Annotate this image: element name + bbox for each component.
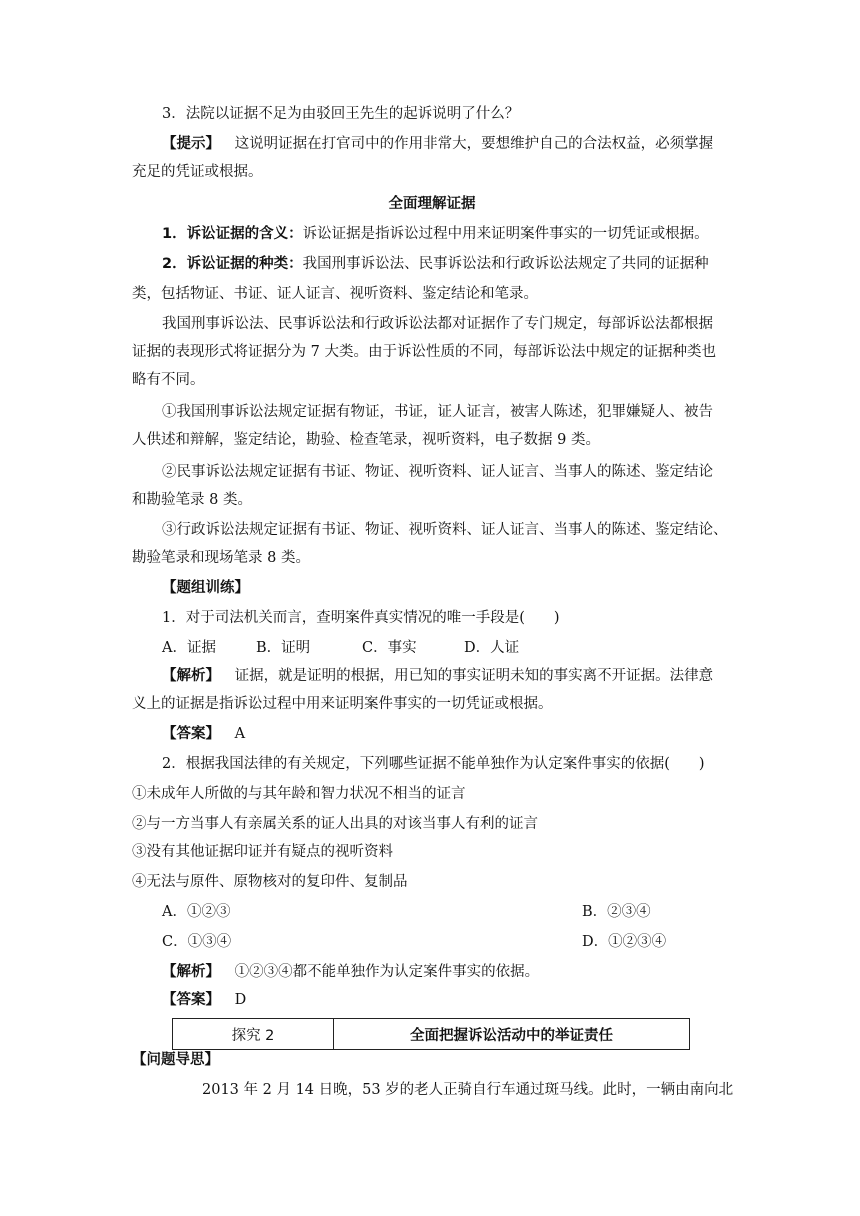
- paragraph-2-text-line-2: 类，包括物证、书证、证人证言、视听资料、鉴定结论和笔录。: [132, 286, 538, 302]
- hint-paragraph: [162, 134, 762, 154]
- hint-text-line-1: 这说明证据在打官司中的作用非常大，要想维护自己的合法权益，必须掌握: [234, 136, 714, 152]
- analysis-1-line-1: 证据，就是证明的根据，用已知的事实证明未知的事实离不开证据。法律意: [234, 668, 714, 684]
- q2-option-c: C．①③④: [162, 934, 232, 950]
- probe-table: [172, 1018, 690, 1050]
- answer-2-label: 【答案】: [162, 992, 220, 1008]
- q2-item-2: ②与一方当事人有亲属关系的证人出具的对该当事人有利的证言: [132, 816, 538, 832]
- answer-2-value: D: [234, 992, 247, 1008]
- paragraph-5-line-1: ②民事诉讼法规定证据有书证、物证、视听资料、证人证言、当事人的陈述、鉴定结论: [162, 464, 713, 480]
- question-2: 2．根据我国法律的有关规定，下列哪些证据不能单独作为认定案件事实的依据( ): [162, 756, 705, 772]
- q2-item-4: ④无法与原件、原物核对的复印件、复制品: [132, 874, 408, 890]
- q2-option-a: A．①②③: [162, 904, 231, 920]
- q1-option-b: B．证明: [256, 640, 311, 656]
- paragraph-6-line-2: 勘验笔录和现场笔录 8 类。: [132, 550, 310, 566]
- section-title: 全面理解证据: [388, 196, 476, 212]
- hint-label: 【提示】: [162, 136, 220, 152]
- q2-item-3: ③没有其他证据印证并有疑点的视听资料: [132, 844, 393, 860]
- q2-option-d: D．①②③④: [582, 934, 667, 950]
- paragraph-2-label: 2．诉讼证据的种类：: [162, 256, 303, 272]
- analysis-2-label: 【解析】: [162, 964, 220, 980]
- paragraph-2: [162, 254, 762, 274]
- question-1-options: [162, 638, 519, 658]
- q1-option-d: D．人证: [464, 640, 520, 656]
- paragraph-3-line-3: 略有不同。: [132, 372, 205, 388]
- q1-option-a: A．证据: [162, 640, 216, 656]
- paragraph-4-line-2: 人供述和辩解，鉴定结论，勘验、检查笔录，视听资料，电子数据 9 类。: [132, 432, 600, 448]
- paragraph-1-text: 诉讼证据是指诉讼过程中用来证明案件事实的一切凭证或根据。: [302, 226, 709, 242]
- practice-label: 【题组训练】: [162, 580, 249, 596]
- q2-item-1: ①未成年人所做的与其年龄和智力状况不相当的证言: [132, 786, 466, 802]
- q1-option-c: C．事实: [362, 640, 417, 656]
- probe-title: 全面把握诉讼活动中的举证责任: [334, 1019, 690, 1050]
- story-line-1: 2013 年 2 月 14 日晚，53 岁的老人正骑自行车通过斑马线。此时，一辆由南向北: [202, 1082, 734, 1098]
- answer-1-label: 【答案】: [162, 726, 220, 742]
- analysis-1-line-2: 义上的证据是指诉讼过程中用来证明案件事实的一切凭证或根据。: [132, 696, 553, 712]
- hint-text-line-2: 充足的凭证或根据。: [132, 164, 263, 180]
- q2-option-b: B．②③④: [582, 904, 651, 920]
- analysis-1: [162, 666, 762, 686]
- paragraph-1: [162, 224, 762, 244]
- analysis-1-label: 【解析】: [162, 668, 220, 684]
- paragraph-4-line-1: ①我国刑事诉讼法规定证据有物证，书证，证人证言，被害人陈述，犯罪嫌疑人、被告: [162, 404, 713, 420]
- question-1: 1．对于司法机关而言，查明案件真实情况的唯一手段是( ): [162, 610, 560, 626]
- answer-1: [162, 724, 762, 744]
- probe-label: 探究 2: [173, 1019, 334, 1050]
- paragraph-6-line-1: ③行政诉讼法规定证据有书证、物证、视听资料、证人证言、当事人的陈述、鉴定结论、: [162, 522, 728, 538]
- paragraph-1-label: 1．诉讼证据的含义：: [162, 226, 303, 242]
- paragraph-3-line-1: 我国刑事诉讼法、民事诉讼法和行政诉讼法都对证据作了专门规定，每部诉讼法都根据: [162, 316, 713, 332]
- analysis-2: [162, 962, 762, 982]
- question-3: 3．法院以证据不足为由驳回王先生的起诉说明了什么？: [162, 106, 520, 122]
- analysis-2-text: ①②③④都不能单独作为认定案件事实的依据。: [234, 964, 540, 980]
- guide-label: 【问题导思】: [132, 1052, 219, 1068]
- answer-1-value: A: [234, 726, 246, 742]
- paragraph-2-text-line-1: 我国刑事诉讼法、民事诉讼法和行政诉讼法规定了共同的证据种: [302, 256, 709, 272]
- paragraph-3-line-2: 证据的表现形式将证据分为 7 大类。由于诉讼性质的不同，每部诉讼法中规定的证据种类也: [132, 344, 716, 360]
- paragraph-5-line-2: 和勘验笔录 8 类。: [132, 492, 252, 508]
- answer-2: [162, 990, 762, 1010]
